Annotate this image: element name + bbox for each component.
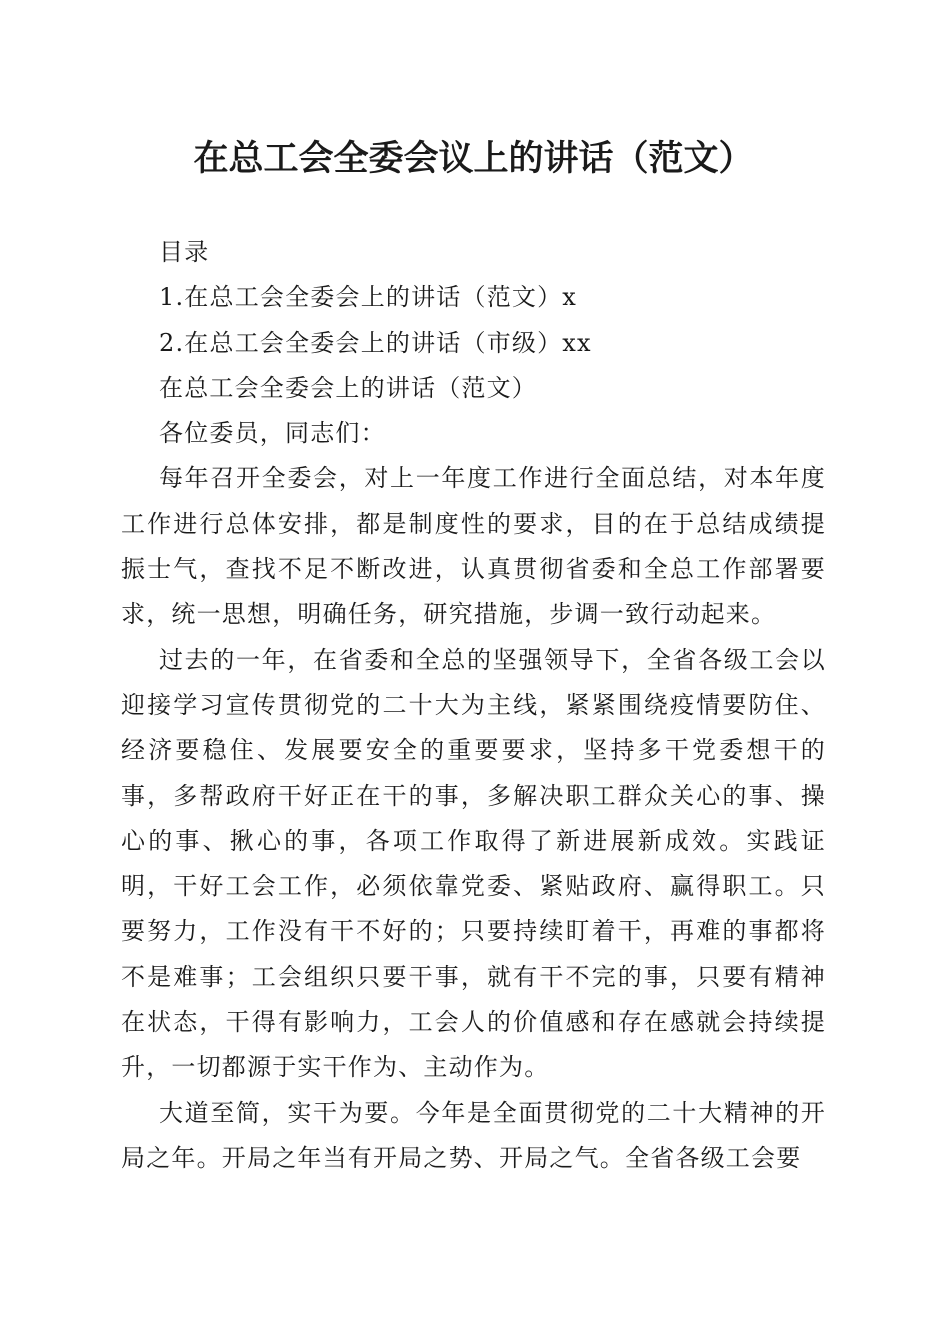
document-title: 在总工会全委会议上的讲话（范文） <box>193 139 754 179</box>
toc-heading: 目录 <box>159 238 210 266</box>
toc-item-2: 2.在总工会全委会上的讲话（市级）xx <box>159 328 592 357</box>
paragraph-1: 每年召开全委会，对上一年度工作进行全面总结，对本年度工作进行总体安排，都是制度性的要求，目的在于总结成绩提振士气，查找不足不断改进，认真贯彻省委和全总工作部署要求，统一思想，明确任务，研究措施，步调一致行动起来。 <box>121 464 826 629</box>
document-body <box>121 230 826 1181</box>
paragraph-2: 过去的一年，在省委和全总的坚强领导下，全省各级工会以迎接学习宣传贯彻党的二十大为主线，紧紧围绕疫情要防住、经济要稳住、发展要安全的重要要求，坚持多干党委想干的事，多帮政府干好正在干的事，多解决职工群众关心的事、操心的事、揪心的事，各项工作取得了新进展新成效。实践证明，干好工会工作，必须依靠党委、紧贴政府、赢得职工。只要努力，工作没有干不好的；只要持续盯着干，再难的事都将不是难事；工会组织只要干事，就有干不完的事，只要有精神在状态，干得有影响力，工会人的价值感和存在感就会持续提升，一切都源于实干作为、主动作为。 <box>121 645 826 1082</box>
paragraph-3: 大道至简，实干为要。今年是全面贯彻党的二十大精神的开局之年。开局之年当有开局之势、开局之气。全省各级工会要 <box>121 1098 826 1172</box>
toc-item-1: 1.在总工会全委会上的讲话（范文）x <box>159 283 578 312</box>
salutation: 各位委员，同志们： <box>159 419 386 448</box>
section-heading: 在总工会全委会上的讲话（范文） <box>159 373 537 402</box>
